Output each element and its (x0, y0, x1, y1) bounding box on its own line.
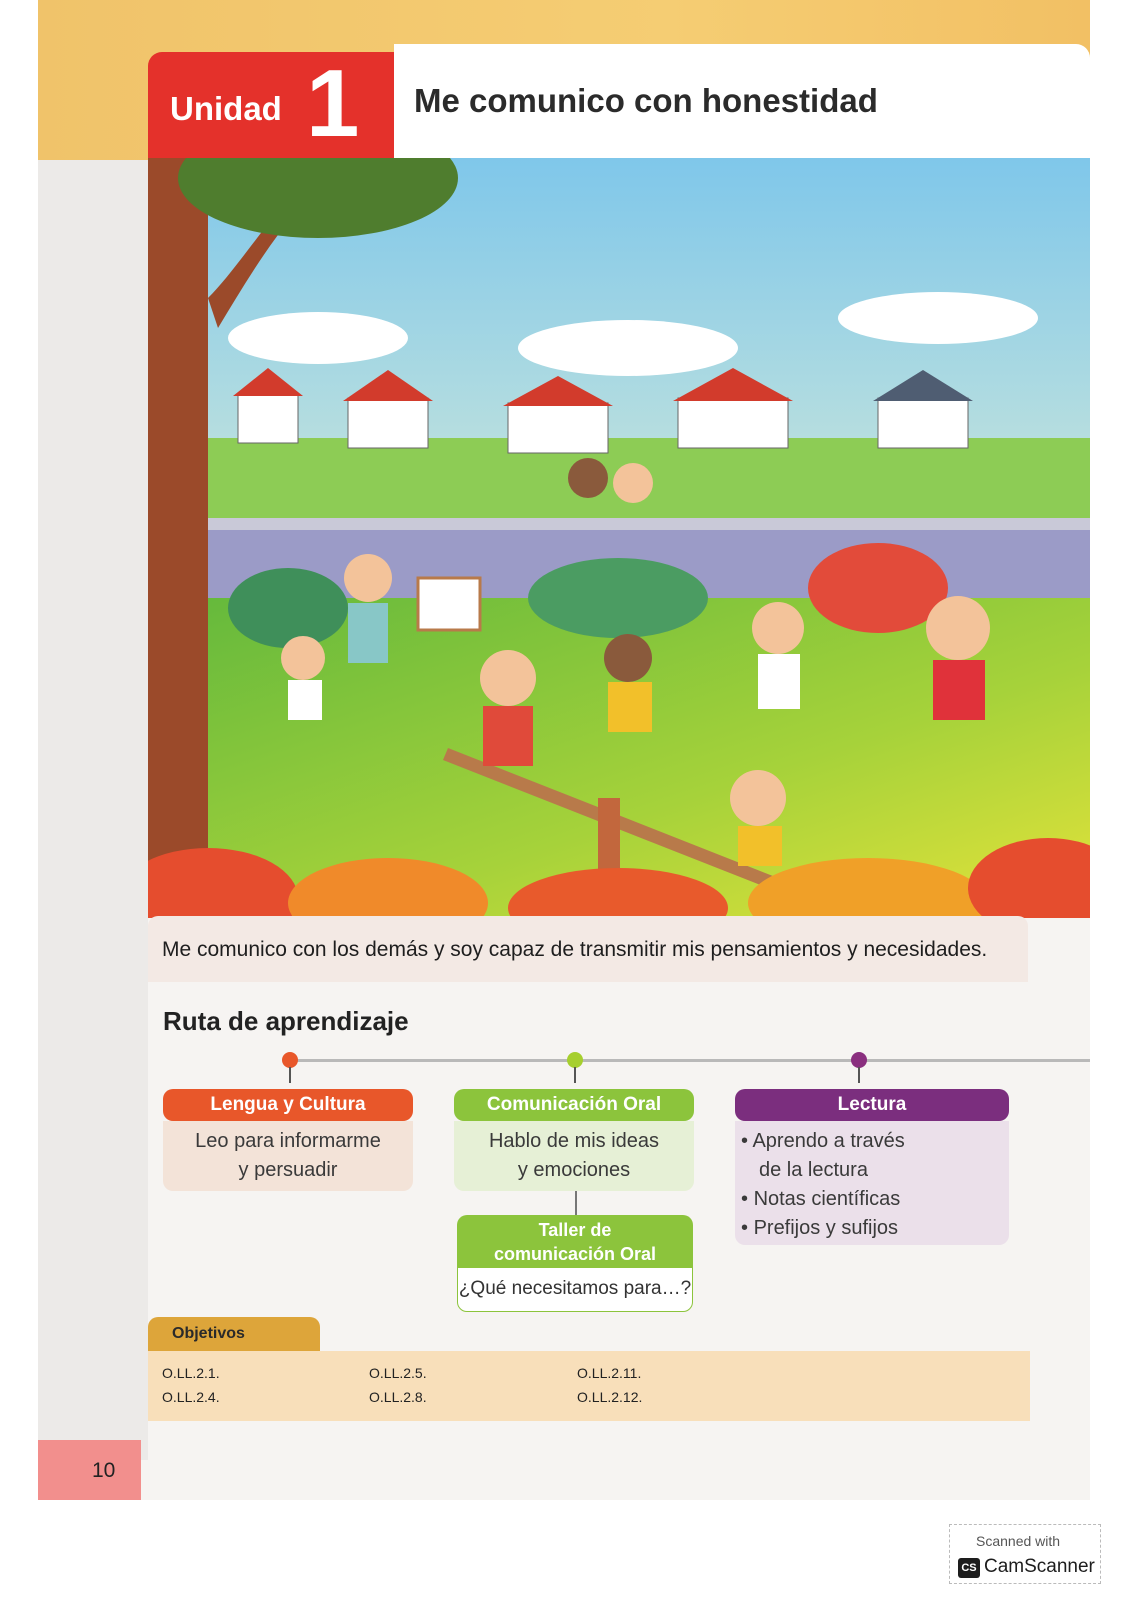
camscanner-watermark (949, 1524, 1101, 1584)
card-lectura-text: Prefijos y sufijos (753, 1217, 899, 1239)
route-stem-oral (574, 1067, 576, 1083)
taller-connector (575, 1191, 577, 1215)
objetivos-label: Objetivos (172, 1325, 245, 1342)
route-stem-lengua (289, 1067, 291, 1083)
objective-code: O.LL.2.11. (577, 1365, 642, 1381)
unit-number: 1 (306, 50, 360, 157)
card-lengua-cultura-title: Lengua y Cultura (163, 1089, 413, 1121)
unit-tab (148, 52, 394, 158)
card-lectura-title: Lectura (735, 1089, 1009, 1121)
route-dot-oral (567, 1052, 583, 1068)
title-bar (394, 44, 1090, 158)
camscanner-brand: CamScanner (984, 1556, 1095, 1577)
page-number-box (38, 1440, 141, 1500)
objective-code: O.LL.2.1. (162, 1365, 220, 1381)
card-comunicacion-oral-body (454, 1121, 694, 1191)
objective-code: O.LL.2.12. (577, 1389, 643, 1405)
card-lectura-item: • Aprendo a través (741, 1130, 905, 1152)
card-lengua-cultura-body (163, 1121, 413, 1191)
unit-label: Unidad (170, 90, 282, 127)
unit-caption: Me comunico con los demás y soy capaz de transmitir mis pensamientos y necesidades. (162, 938, 988, 961)
objective-code: O.LL.2.4. (162, 1389, 220, 1405)
route-line (290, 1059, 1090, 1062)
card-lectura-body (735, 1121, 1009, 1245)
card-lectura-text: Aprendo a través (752, 1130, 905, 1152)
taller-title-line: comunicación Oral (493, 1244, 657, 1264)
card-oral-line: y emociones (517, 1159, 631, 1181)
objetivos-tab (148, 1317, 320, 1351)
card-lectura-item: • Prefijos y sufijos (741, 1217, 899, 1239)
taller-body: ¿Qué necesitamos para…? (457, 1267, 693, 1312)
park-scene-image (148, 158, 1090, 918)
card-lengua-line: y persuadir (238, 1159, 338, 1181)
caption-bar (148, 916, 1028, 982)
taller-title-line: Taller de (538, 1220, 612, 1240)
camscanner-logo-icon: CS (958, 1558, 980, 1578)
route-dot-lectura (851, 1052, 867, 1068)
card-oral-line: Hablo de mis ideas (488, 1130, 660, 1152)
card-lectura-text: Notas científicas (753, 1188, 901, 1210)
card-comunicacion-oral-title: Comunicación Oral (454, 1089, 694, 1121)
unit-title: Me comunico con honestidad (414, 82, 878, 119)
card-lengua-line: Leo para informarme (195, 1130, 381, 1152)
scanned-with-label: Scanned with (976, 1533, 1061, 1549)
route-stem-lectura (858, 1067, 860, 1083)
card-lectura-item: • Notas científicas (741, 1188, 901, 1210)
objetivos-box (148, 1351, 1030, 1421)
objective-code: O.LL.2.5. (369, 1365, 427, 1381)
park-illustration (148, 158, 1090, 918)
left-margin-strip (38, 160, 148, 1460)
page-number: 10 (92, 1459, 116, 1482)
taller-title (457, 1215, 693, 1267)
learning-route-heading: Ruta de aprendizaje (163, 1006, 409, 1036)
card-lectura-item-cont: de la lectura (759, 1159, 868, 1181)
route-dot-lengua (282, 1052, 298, 1068)
objective-code: O.LL.2.8. (369, 1389, 427, 1405)
